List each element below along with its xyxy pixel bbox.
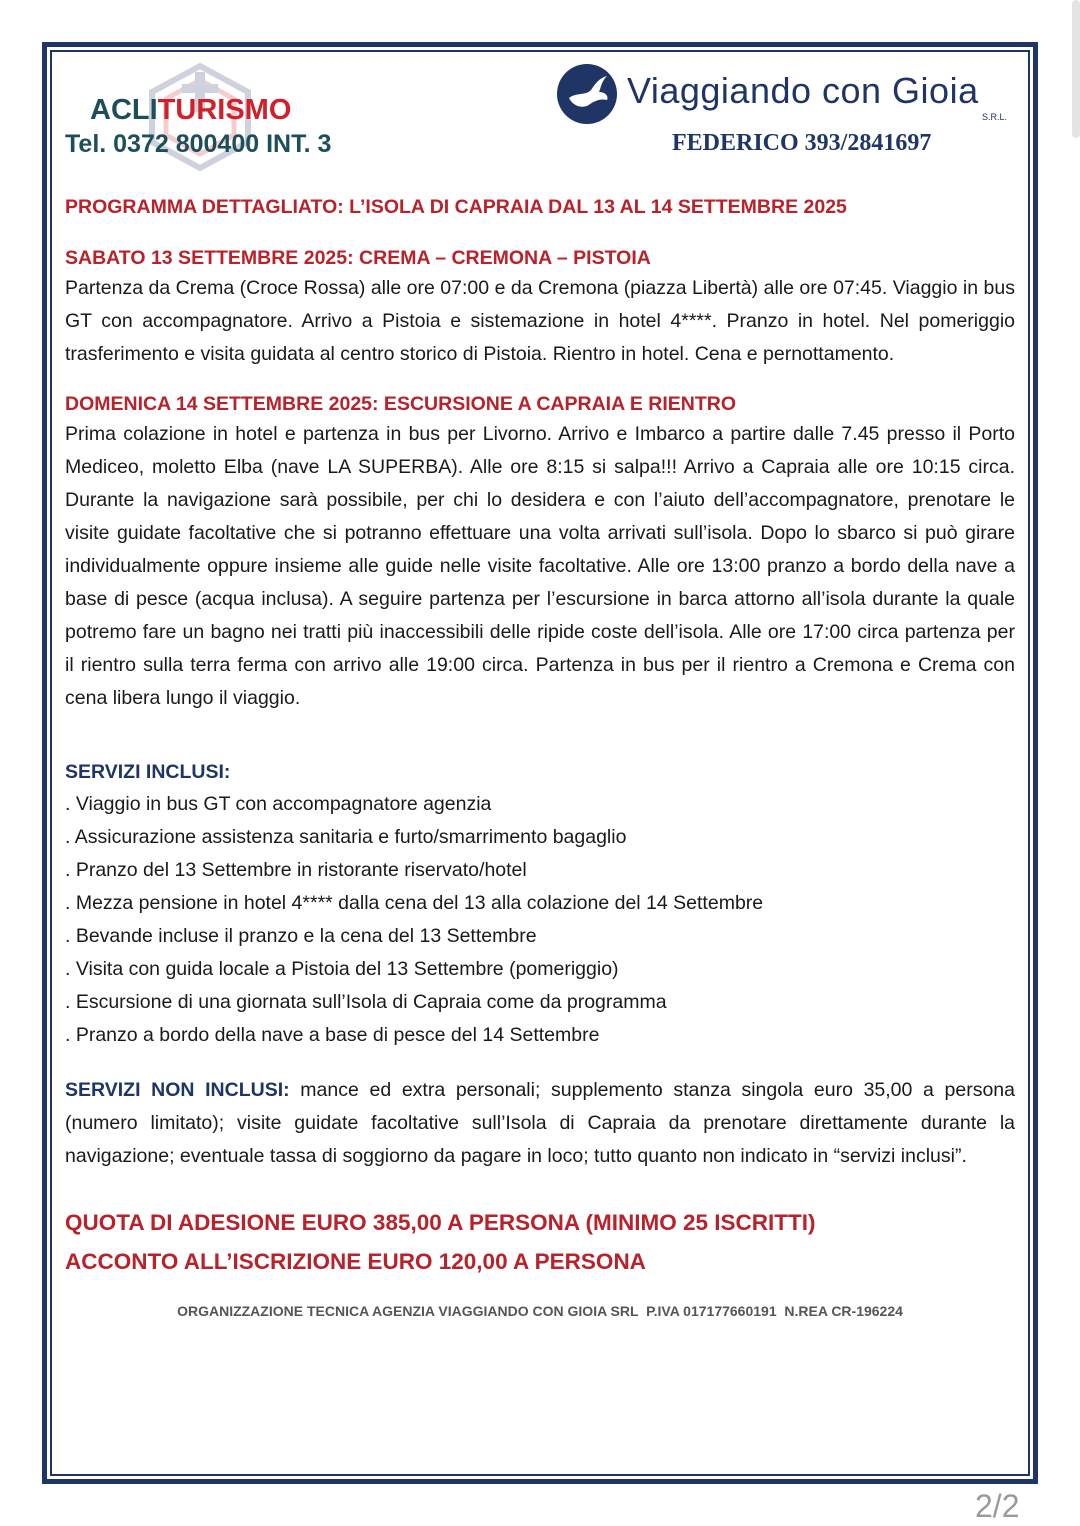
day-2-description: Prima colazione in hotel e partenza in bus per Livorno. Arrivo e Imbarco a partire dalle 7.45 presso il Porto Mediceo, moletto Elba (nave LA SUPERBA). Alle ore 8:15 si salpa!!! Arrivo a Capraia alle ore 10:15 circa. Durante la navigazione sarà possibile, per chi lo desidera e con l’aiuto dell’accompagnatore, prenotare le visite guidate facoltative che si potranno effettuare una volta arrivati sull’isola. Dopo lo sbarco si può girare individualmente oppure insieme alle guide nelle visite facoltative. Alle ore 13:00 pranzo a bordo della nave a base di pesce (acqua inclusa). A seguire partenza per l’escursione in barca attorno all’isola durante la quale potremo fare un bagno nei tratti più inaccessibili delle ripide coste dell’isola. Alle ore 17:00 circa partenza per il rientro sulla terra ferma con arrivo alle 19:00 circa. Partenza in bus per il rientro a Cremona e Crema con cena libera lungo il viaggio. <box>65 423 1015 709</box>
list-item: . Escursione di una giornata sull’Isola di Capraia come da programma <box>65 991 667 1013</box>
contact-phone: FEDERICO 393/2841697 <box>672 130 932 156</box>
day-1-description: Partenza da Crema (Croce Rossa) alle ore 07:00 e da Cremona (piazza Libertà) alle ore 07:45. Viaggio in bus GT con accompagnatore. Arrivo a Pistoia e sistemazione in hotel 4****. Pranzo in hotel. Nel pomeriggio trasferimento e visita guidata al centro storico di Pistoia. Rientro in hotel. Cena e pernottamento. <box>65 277 1015 365</box>
list-item: . Pranzo a bordo della nave a base di pesce del 14 Settembre <box>65 1024 600 1046</box>
list-item: . Pranzo del 13 Settembre in ristorante riservato/hotel <box>65 859 527 881</box>
dove-logo-icon <box>555 62 619 126</box>
quota-price: QUOTA DI ADESIONE EURO 385,00 A PERSONA (MINIMO 25 ISCRITTI) <box>65 1210 816 1235</box>
pricing <box>65 1203 1015 1281</box>
page-indicator: 2/2 <box>975 1488 1020 1524</box>
list-item: . Visita con guida locale a Pistoia del 13 Settembre (pomeriggio) <box>65 958 619 980</box>
list-item: . Mezza pensione in hotel 4**** dalla cena del 13 alla colazione del 14 Settembre <box>65 892 764 914</box>
scrollbar[interactable] <box>1072 0 1080 138</box>
list-item: . Assicurazione assistenza sanitaria e furto/smarrimento bagaglio <box>65 826 627 848</box>
agency-name: Viaggiando con Gioia <box>627 70 979 111</box>
day-2-title: DOMENICA 14 SETTEMBRE 2025: ESCURSIONE A CAPRAIA E RIENTRO <box>65 393 737 415</box>
not-included-text: mance ed extra personali; supplemento stanza singola euro 35,00 a persona (numero limitato); visite guidate facoltative sull’Isola di Capraia da prenotare direttamente durante la navigazione; eventuale tassa di soggiorno da pagare in loco; tutto quanto non indicato in “servizi inclusi”. <box>65 1079 1015 1167</box>
program-title: PROGRAMMA DETTAGLIATO: L’ISOLA DI CAPRAIA DAL 13 AL 14 SETTEMBRE 2025 <box>65 196 847 218</box>
included-services-list <box>65 788 1015 1052</box>
agency-suffix: S.R.L. <box>982 112 1008 122</box>
not-included-label: SERVIZI NON INCLUSI: <box>65 1079 290 1101</box>
list-item: . Bevande incluse il pranzo e la cena del 13 Settembre <box>65 925 537 947</box>
deposit-price: ACCONTO ALL’ISCRIZIONE EURO 120,00 A PERSONA <box>65 1249 646 1274</box>
acli-turismo-title: ACLITURISMO <box>90 94 292 126</box>
not-included-services <box>65 1074 1015 1173</box>
acli-phone: Tel. 0372 800400 INT. 3 <box>65 130 332 158</box>
organization-footer: ORGANIZZAZIONE TECNICA AGENZIA VIAGGIANDO CON GIOIA SRL P.IVA 017177660191 N.REA CR-196224 <box>177 1303 903 1319</box>
day-1-title: SABATO 13 SETTEMBRE 2025: CREMA – CREMONA – PISTOIA <box>65 247 651 269</box>
letterhead <box>65 60 1015 170</box>
list-item: . Viaggio in bus GT con accompagnatore agenzia <box>65 793 492 815</box>
included-services-title: SERVIZI INCLUSI: <box>65 761 231 783</box>
document-content <box>65 60 1015 1319</box>
